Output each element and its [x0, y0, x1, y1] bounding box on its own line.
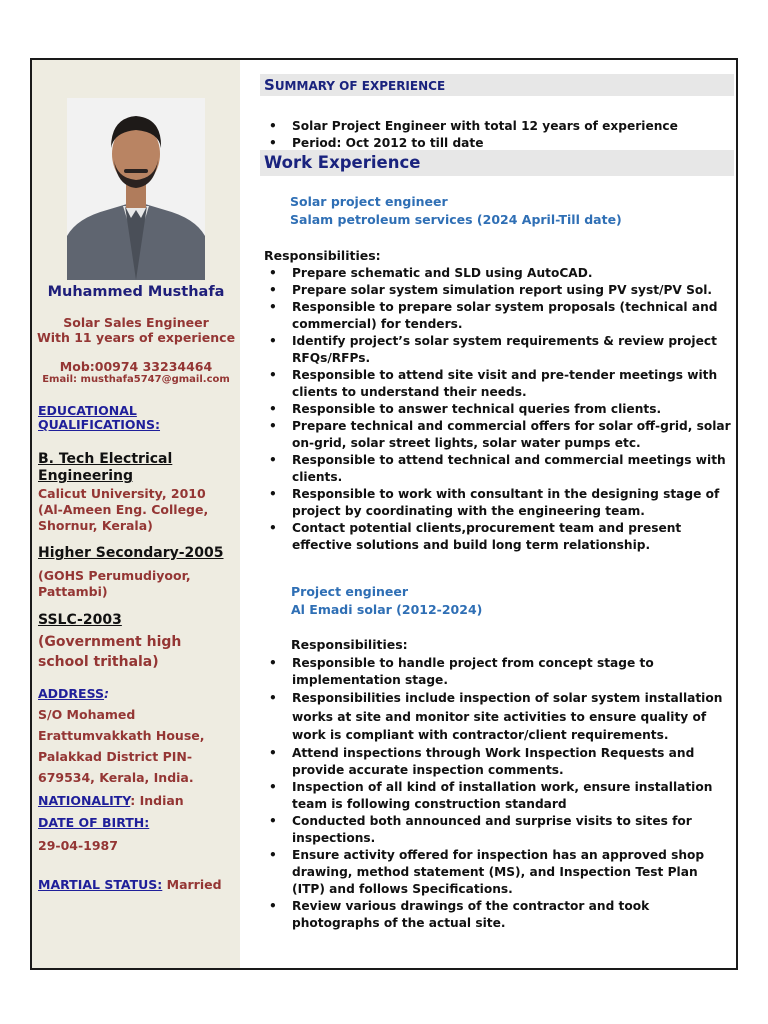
responsibility-item: • Identify project’s solar system requirements & review project RFQs/RFPs.	[264, 333, 734, 367]
email-address: Email: musthafa5747@gmail.com	[42, 374, 230, 385]
responsibility-item: • Contact potential clients,procurement team and present effective solutions and build long term relationship.	[264, 520, 734, 554]
address-label-row	[38, 686, 109, 701]
job1-responsibilities	[264, 265, 734, 554]
btech-location: Shornur, Kerala)	[38, 518, 153, 533]
education-heading: EDUCATIONAL	[38, 403, 137, 418]
hsc-title: Higher Secondary-2005	[38, 545, 224, 561]
profile-photo	[67, 98, 205, 280]
responsibility-item: • Attend inspections through Work Inspection Requests and provide accurate inspection comments.	[264, 745, 734, 779]
address-line-4: 679534, Kerala, India.	[38, 770, 194, 785]
address-line-3: Palakkad District PIN-	[38, 749, 193, 764]
address-label: ADDRESS	[38, 686, 105, 701]
btech-university: Calicut University, 2010	[38, 486, 206, 501]
summary-title-initial: S	[264, 76, 275, 94]
summary-item: • Period: Oct 2012 to till date	[264, 135, 734, 152]
nationality-label: NATIONALITY	[38, 793, 131, 808]
address-line-2: Erattumvakkath House,	[38, 728, 205, 743]
sidebar	[32, 60, 240, 968]
responsibility-item: • Prepare schematic and SLD using AutoCAD.	[264, 265, 734, 282]
summary-list	[264, 118, 734, 152]
nationality-value: : Indian	[130, 793, 184, 808]
sslc-school-2: school trithala)	[38, 654, 159, 670]
summary-title-rest: UMMARY OF EXPERIENCE	[274, 79, 446, 93]
sslc-title: SSLC-2003	[38, 612, 122, 628]
candidate-name: Muhammed Musthafa	[47, 284, 225, 300]
main-content	[240, 60, 736, 968]
experience-summary: With 11 years of experience	[36, 330, 236, 345]
hsc-school: (GOHS Perumudiyoor,	[38, 568, 191, 583]
btech-college: (Al-Ameen Eng. College,	[38, 502, 209, 517]
marital-label: MARTIAL STATUS:	[38, 877, 163, 892]
btech-title-2: Engineering	[38, 468, 133, 484]
role-title: Solar Sales Engineer	[63, 315, 209, 330]
job1-position: Solar project engineer	[290, 194, 448, 209]
responsibility-item: • Responsible to handle project from concept stage to implementation stage.	[264, 655, 734, 689]
address-colon: :	[104, 686, 110, 701]
responsibility-item: • Ensure activity offered for inspection has an approved shop drawing, method statement (MS), and Inspection Test Plan (ITP) and follows Specifications.	[264, 847, 734, 898]
hsc-location: Pattambi)	[38, 584, 108, 599]
responsibility-item: • Conducted both announced and surprise visits to sites for inspections.	[264, 813, 734, 847]
job1-responsibilities-label: Responsibilities:	[264, 248, 381, 263]
summary-title	[264, 76, 445, 94]
marital-value: Married	[162, 877, 222, 892]
mobile-number: Mob:00974 33234464	[59, 359, 213, 374]
job2-responsibilities-label: Responsibilities:	[291, 637, 408, 652]
responsibility-item: • Responsible to work with consultant in the designing stage of project by coordinating with the engineering team.	[264, 486, 734, 520]
responsibility-item: • Responsible to answer technical queries from clients.	[264, 401, 734, 418]
responsibility-item: • Review various drawings of the contractor and took photographs of the actual site.	[264, 898, 734, 932]
dob-label: DATE OF BIRTH:	[38, 815, 150, 830]
responsibility-item: • Responsible to prepare solar system proposals (technical and commercial) for tenders.	[264, 299, 734, 333]
address-line-1: S/O Mohamed	[38, 707, 136, 722]
job2-company: Al Emadi solar (2012-2024)	[291, 602, 483, 617]
profile-photo-image	[67, 98, 205, 280]
job1-company: Salam petroleum services (2024 April-Till date)	[290, 212, 622, 227]
resume-frame	[30, 58, 738, 970]
responsibility-item: • Prepare solar system simulation report using PV syst/PV Sol.	[264, 282, 734, 299]
job2-position: Project engineer	[291, 584, 409, 599]
responsibility-item: • Responsible to attend site visit and pre-tender meetings with clients to understand their needs.	[264, 367, 734, 401]
btech-title: B. Tech Electrical	[38, 451, 173, 467]
summary-item: • Solar Project Engineer with total 12 years of experience	[264, 118, 734, 135]
job2-responsibilities	[264, 655, 734, 932]
nationality-row	[38, 793, 184, 808]
responsibility-item: • Inspection of all kind of installation work, ensure installation team is following construction standard	[264, 779, 734, 813]
dob-value: 29-04-1987	[38, 838, 118, 853]
marital-row	[38, 877, 222, 892]
responsibility-item: • Responsibilities include inspection of solar system installation works at site and monitor site activities to ensure quality of work is compliant with contractor/client requirements.	[264, 689, 734, 745]
responsibility-item: • Responsible to attend technical and commercial meetings with clients.	[264, 452, 734, 486]
responsibility-item: • Prepare technical and commercial offers for solar off-grid, solar on-grid, solar street lights, solar water pumps etc.	[264, 418, 734, 452]
education-heading-2: QUALIFICATIONS:	[38, 417, 161, 432]
work-experience-title: Work Experience	[264, 153, 421, 172]
sslc-school: (Government high	[38, 634, 182, 650]
